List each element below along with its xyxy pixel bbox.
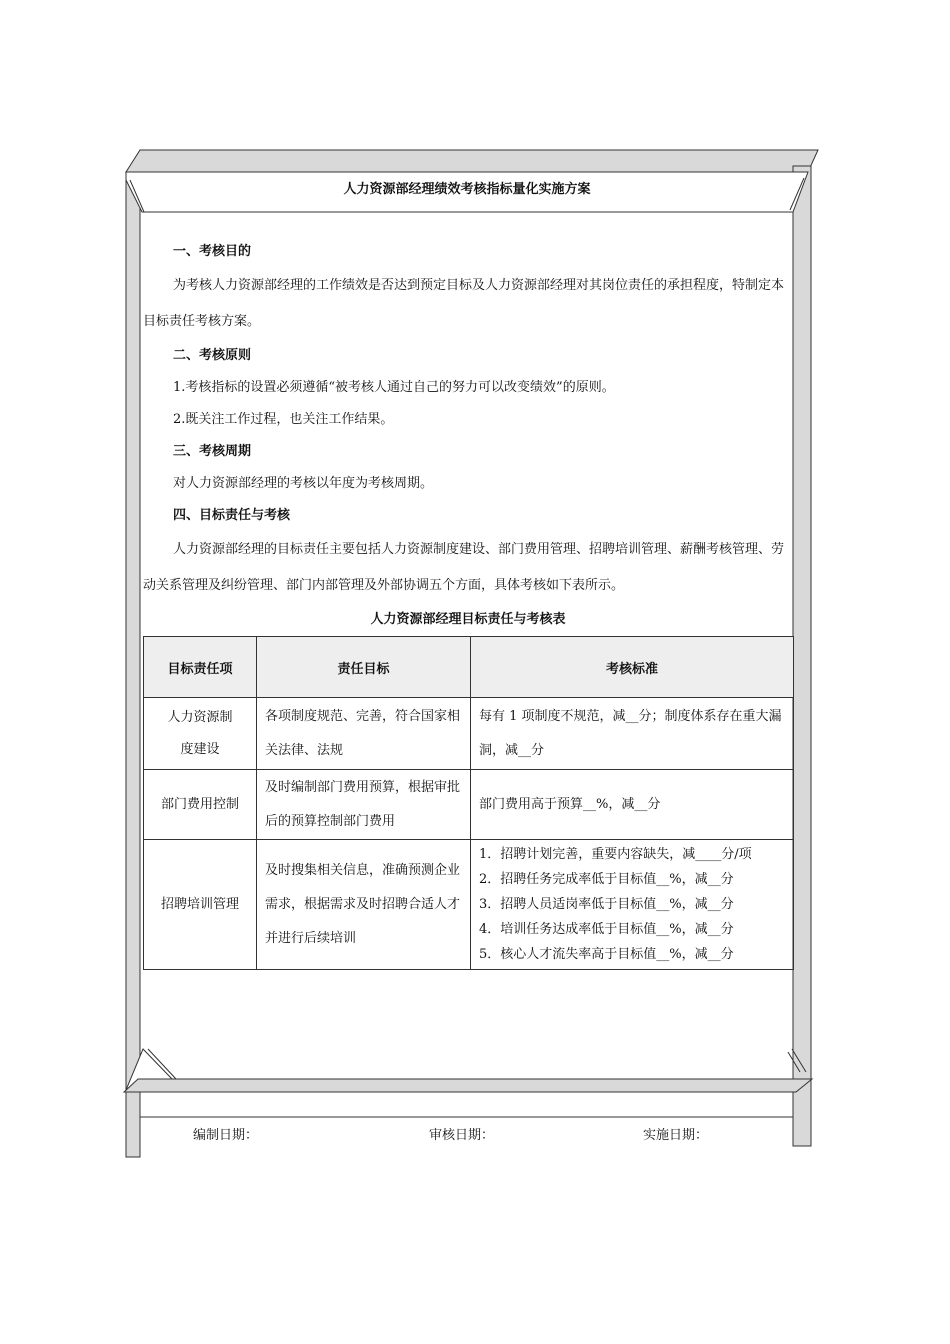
row-goal: 及时编制部门费用预算，根据审批后的预算控制部门费用: [257, 770, 471, 840]
row-item: 人力资源制度建设: [144, 698, 257, 770]
table-row: [144, 698, 794, 770]
row-goal: 各项制度规范、完善，符合国家相关法律、法规: [257, 698, 471, 770]
section-purpose: [143, 236, 793, 340]
section-paragraph: 对人力资源部经理的考核以年度为考核周期。: [173, 476, 434, 491]
effective-date-label: 实施日期：: [643, 1128, 709, 1143]
frame-bottom-bar: [124, 1079, 812, 1092]
document-body: [143, 236, 793, 970]
row-item: 招聘培训管理: [144, 840, 257, 970]
document-title: 人力资源部经理绩效考核指标量化实施方案: [343, 182, 591, 197]
frame-right-post: [793, 166, 811, 1146]
section-paragraph: 1.考核指标的设置必须遵循“被考核人通过自己的努力可以改变绩效”的原则。: [173, 380, 615, 395]
prepared-date-label: 编制日期：: [193, 1128, 259, 1143]
section-paragraph: 2.既关注工作过程，也关注工作结果。: [173, 412, 394, 427]
table-header-row: [144, 637, 794, 698]
section-paragraph: 为考核人力资源部经理的工作绩效是否达到预定目标及人力资源部经理对其岗位责任的承担程度，特制定本目标责任考核方案。: [143, 278, 785, 329]
row-criteria: 部门费用高于预算__%，减__分: [471, 770, 794, 840]
section-heading: 一、考核目的: [173, 244, 252, 259]
row-criteria-list: [471, 840, 794, 970]
header-item: 目标责任项: [144, 637, 257, 698]
section-principles: [143, 340, 793, 436]
criteria-list-item: 3．招聘人员适岗率低于目标值__%，减__分: [479, 897, 734, 912]
row-criteria: 每有 1 项制度不规范，减__分；制度体系存在重大漏洞，减__分: [471, 698, 794, 770]
header-goal: 责任目标: [257, 637, 471, 698]
criteria-list-item: 5．核心人才流失率高于目标值__%，减__分: [479, 947, 734, 962]
criteria-list-item: 4．培训任务达成率低于目标值__%，减__分: [479, 922, 734, 937]
section-paragraph: 人力资源部经理的目标责任主要包括人力资源制度建设、部门费用管理、招聘培训管理、薪酬考核管理、劳动关系管理及纠纷管理、部门内部管理及外部协调五个方面，具体考核如下表所示。: [143, 542, 785, 593]
row-item: 部门费用控制: [144, 770, 257, 840]
review-date-label: 审核日期：: [429, 1128, 495, 1143]
row-goal: 及时搜集相关信息，准确预测企业需求，根据需求及时招聘合适人才并进行后续培训: [257, 840, 471, 970]
frame-top-bar: [126, 150, 818, 172]
section-heading: 二、考核原则: [173, 348, 252, 363]
header-criteria: 考核标准: [471, 637, 794, 698]
table-row: [144, 770, 794, 840]
table-row: [144, 840, 794, 970]
criteria-list-item: 2．招聘任务完成率低于目标值__%，减__分: [479, 872, 734, 887]
section-heading: 四、目标责任与考核: [173, 508, 291, 523]
section-heading: 三、考核周期: [173, 444, 252, 459]
section-period: [143, 436, 793, 500]
criteria-list-item: 1．招聘计划完善，重要内容缺失，减____分/项: [479, 847, 752, 862]
assessment-table: [143, 636, 794, 970]
section-responsibility: [143, 500, 793, 604]
frame-left-post: [126, 172, 140, 1157]
table-title: 人力资源部经理目标责任与考核表: [370, 612, 566, 627]
